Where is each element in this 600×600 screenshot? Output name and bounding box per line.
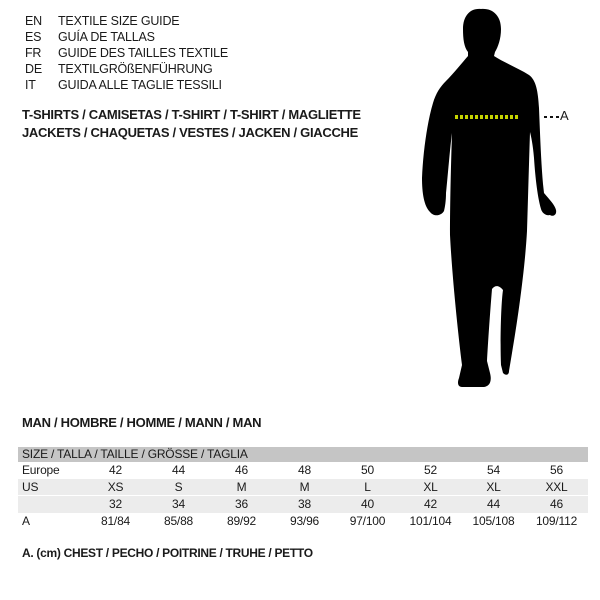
language-code: FR: [25, 46, 42, 60]
cell: 81/84: [100, 514, 131, 528]
language-row-fr: [25, 45, 228, 61]
cell: 46: [235, 463, 248, 477]
row-label: Europe: [22, 463, 60, 477]
cell: 32: [109, 497, 122, 511]
cell: M: [299, 479, 310, 494]
category-line-jackets: JACKETS / CHAQUETAS / VESTES / JACKEN / GIACCHE: [22, 124, 358, 140]
cell: 54: [487, 463, 500, 477]
cell: 38: [298, 497, 311, 511]
language-code: DE: [25, 62, 42, 76]
table-row-chest-a: [18, 513, 588, 530]
cell: 34: [172, 497, 185, 511]
cell: L: [364, 479, 371, 494]
cell: 48: [298, 463, 311, 477]
language-row-it: [25, 77, 228, 93]
cell: 42: [424, 497, 437, 511]
row-label: A: [22, 514, 30, 528]
cell: 105/108: [472, 514, 515, 528]
cell: 46: [550, 497, 563, 511]
cell: 89/92: [226, 514, 257, 528]
cell: 109/112: [535, 514, 578, 528]
language-code: ES: [25, 30, 42, 44]
table-row-us-letters: [18, 479, 588, 496]
language-row-es: [25, 29, 228, 45]
measurement-label-a: A: [560, 108, 569, 123]
cell: 85/88: [163, 514, 194, 528]
cell: XXL: [545, 479, 568, 494]
footnote-chest-legend: A. (cm) CHEST / PECHO / POITRINE / TRUHE / PETTO: [22, 546, 313, 560]
measurement-callout-dashes: [544, 116, 560, 118]
cell: 36: [235, 497, 248, 511]
language-title: GUIDE DES TAILLES TEXTILE: [58, 46, 229, 60]
cell: 40: [361, 497, 374, 511]
language-title: GUIDA ALLE TAGLIE TESSILI: [58, 78, 222, 92]
language-title: TEXTILGRÖßENFÜHRUNG: [58, 62, 213, 76]
cell: 56: [550, 463, 563, 477]
size-table-header: SIZE / TALLA / TAILLE / GRÖSSE / TAGLIA: [18, 447, 588, 462]
size-table: [18, 447, 588, 530]
cell: 93/96: [289, 514, 320, 528]
category-heading: [22, 106, 361, 141]
language-title: GUÍA DE TALLAS: [58, 30, 155, 44]
language-row-de: [25, 61, 228, 77]
language-code: EN: [25, 14, 42, 28]
man-silhouette: [408, 3, 578, 393]
cell: XS: [107, 479, 124, 494]
table-row-us-numbers: [18, 496, 588, 513]
cell: 101/104: [409, 514, 452, 528]
cell: 44: [172, 463, 185, 477]
cell: M: [236, 479, 247, 494]
cell: XL: [423, 479, 438, 494]
cell: 50: [361, 463, 374, 477]
measurement-figure: [408, 3, 593, 393]
cell: 44: [487, 497, 500, 511]
language-list: [25, 13, 228, 93]
cell: 42: [109, 463, 122, 477]
cell: 52: [424, 463, 437, 477]
chest-measurement-dashes: [455, 115, 519, 119]
table-row-europe: [18, 462, 588, 479]
cell: 97/100: [349, 514, 386, 528]
row-label: US: [22, 479, 39, 494]
cell: S: [174, 479, 183, 494]
category-line-tshirts: T-SHIRTS / CAMISETAS / T-SHIRT / T-SHIRT / MAGLIETTE: [22, 107, 361, 122]
language-code: IT: [25, 78, 36, 92]
language-title: TEXTILE SIZE GUIDE: [58, 14, 180, 28]
section-title-man: MAN / HOMBRE / HOMME / MANN / MAN: [22, 415, 262, 430]
language-row-en: [25, 13, 228, 29]
cell: XL: [486, 479, 501, 494]
